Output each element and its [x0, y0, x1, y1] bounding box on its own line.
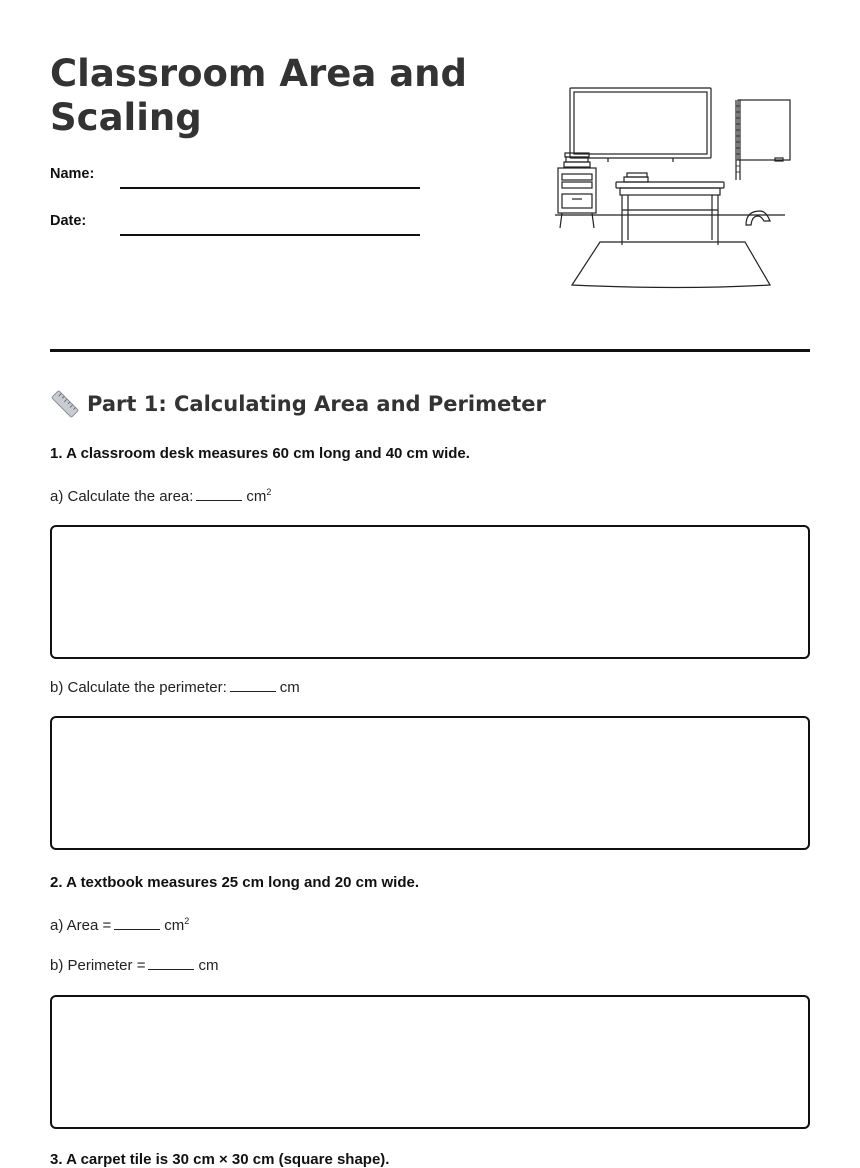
question-2b-blank[interactable] [148, 968, 194, 970]
question-2b [50, 957, 218, 974]
question-1a-label: a) Calculate the area: [50, 488, 194, 505]
question-2: 2. A textbook measures 25 cm long and 20 cm wide. [50, 874, 420, 891]
question-3: 3. A carpet tile is 30 cm × 30 cm (square shape). [50, 1151, 390, 1168]
question-1a [50, 487, 271, 505]
question-1b [50, 679, 300, 696]
question-1b-blank[interactable] [230, 690, 276, 692]
answer-box-2[interactable] [50, 995, 810, 1129]
question-1a-unit-exponent: 2 [266, 487, 272, 497]
part1-heading [50, 389, 546, 419]
section-divider [50, 349, 810, 352]
question-2a [50, 916, 189, 934]
answer-box-1b[interactable] [50, 716, 810, 850]
question-1b-label: b) Calculate the perimeter: [50, 679, 227, 696]
question-2a-label: a) Area = [50, 917, 112, 934]
page-title: Classroom Area and Scaling [50, 52, 467, 139]
date-field[interactable] [120, 234, 420, 236]
question-2b-label: b) Perimeter = [50, 957, 146, 974]
question-2b-unit: cm [198, 957, 219, 974]
question-1: 1. A classroom desk measures 60 cm long and 40 cm wide. [50, 445, 470, 462]
name-label: Name: [50, 166, 95, 182]
question-1a-blank[interactable] [196, 499, 242, 501]
question-1b-unit: cm [279, 679, 300, 696]
question-2a-unit-exponent: 2 [184, 916, 190, 926]
part1-title: Part 1: Calculating Area and Perimeter [87, 392, 546, 416]
ruler-icon [50, 389, 80, 419]
question-1a-unit: cm [246, 488, 267, 505]
name-field[interactable] [120, 187, 420, 189]
answer-box-1a[interactable] [50, 525, 810, 659]
classroom-illustration [550, 80, 795, 295]
question-2a-blank[interactable] [114, 928, 160, 930]
date-label: Date: [50, 213, 87, 229]
question-2a-unit: cm [164, 917, 185, 934]
